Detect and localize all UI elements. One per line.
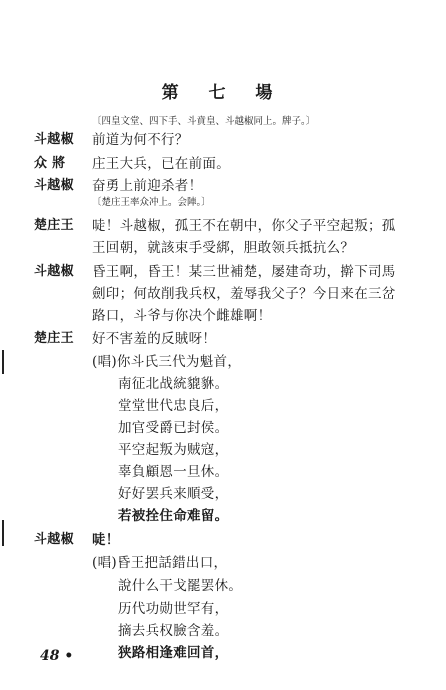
dialogue-text: 王回朝，就該束手受綁，胆敢领兵抵抗么？	[92, 240, 355, 256]
scene-title: 第 七 場	[161, 83, 285, 103]
dialogue-text: 前道为何不行？	[92, 132, 189, 148]
speaker-name: 众 將	[34, 156, 66, 171]
dialogue-text: 奋勇上前迎杀者！	[92, 178, 203, 194]
song-text: 历代功勋世罕有，	[118, 601, 229, 617]
speaker-name: 斗越椒	[34, 264, 74, 279]
dialogue-text: 庄王大兵，已在前面。	[92, 156, 230, 172]
song-text: (唱)昏王把話錯出口，	[92, 555, 228, 571]
song-text: 摘去兵权臉含羞。	[118, 623, 229, 639]
song-text: (唱)你斗氏三代为魁首，	[92, 354, 242, 370]
speaker-name: 楚庄王	[34, 331, 74, 346]
page-edge-mark-1	[2, 350, 4, 374]
stage-direction: 〔楚庄王率众冲上。会陣。〕	[92, 197, 211, 208]
dialogue-text: 路口，斗爷与你决个雌雄啊！	[92, 308, 272, 324]
speaker-name: 斗越椒	[34, 532, 74, 547]
song-text: 好好罢兵来順受，	[118, 486, 229, 502]
page-number: 48 •	[40, 648, 74, 664]
song-text: 平空起叛为贼寇，	[118, 442, 229, 458]
song-text: 南征北战統貔貅。	[118, 376, 229, 392]
dialogue-text: 劍印；何故削我兵权，羞辱我父子？今日来在三岔	[92, 286, 396, 302]
song-text: 堂堂世代忠良后，	[118, 398, 229, 414]
dialogue-text: 唗！	[92, 532, 120, 548]
dialogue-text: 好不害羞的反賊呀！	[92, 331, 217, 347]
speaker-name: 斗越椒	[34, 132, 74, 147]
dialogue-text: 昏王啊，昏王！某三世補楚，屡建奇功，擀下司馬	[92, 264, 396, 280]
song-text: 說什么干戈罷罢休。	[118, 578, 243, 594]
song-text: 若被拴住命难留。	[118, 508, 229, 524]
page-edge-mark-2	[2, 520, 4, 546]
speaker-name: 楚庄王	[34, 218, 74, 233]
dialogue-text: 唗！斗越椒，孤王不在朝中，你父子平空起叛；孤	[92, 218, 396, 234]
song-text: 狭路相逢难回首，	[118, 645, 229, 661]
speaker-name: 斗越椒	[34, 178, 74, 193]
song-text: 加官受爵已封侯。	[118, 420, 229, 436]
song-text: 辜負顧恩一旦休。	[118, 464, 229, 480]
stage-direction: 〔四皇文堂、四下手、斗賁皇、斗越椒同上。牌子。〕	[92, 116, 316, 127]
